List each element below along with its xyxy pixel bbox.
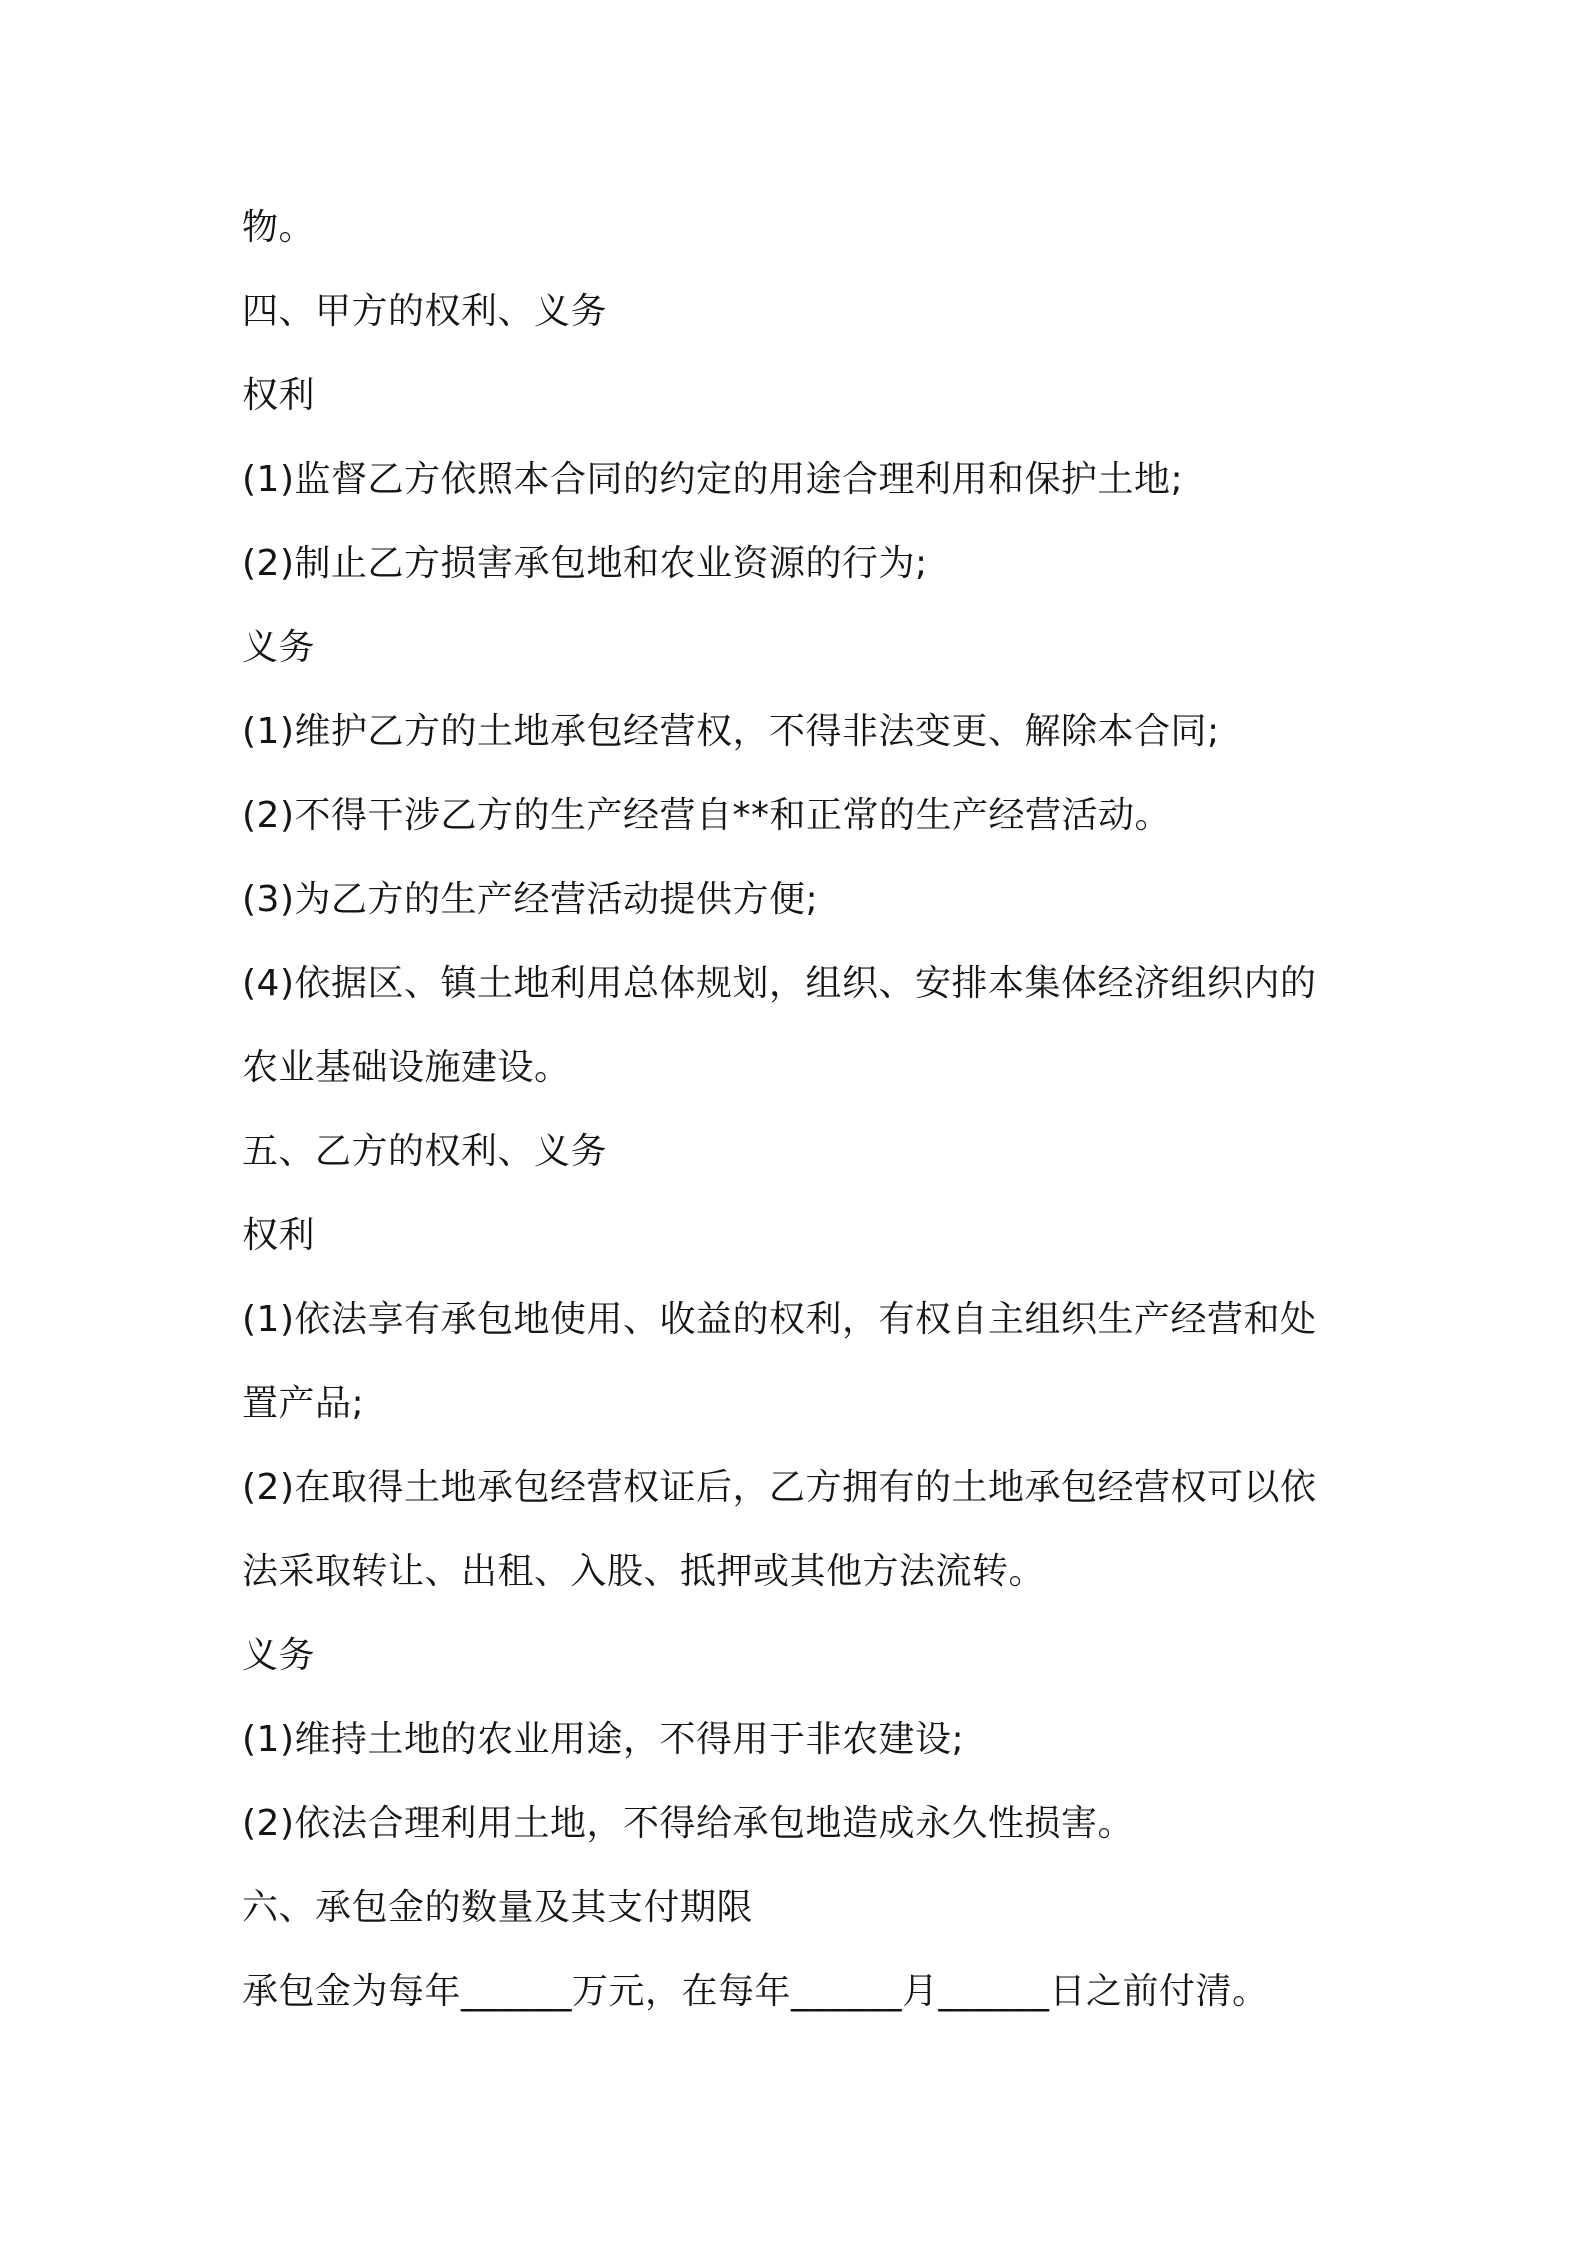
text-line: (3)为乙方的生产经营活动提供方便; [242,879,819,920]
text-line: (2)制止乙方损害承包地和农业资源的行为; [242,543,928,584]
section-heading-5: 五、乙方的权利、义务 [242,1131,608,1172]
text-line: (1)维持土地的农业用途，不得用于非农建设; [242,1719,965,1760]
text-line: (4)依据区、镇土地利用总体规划，组织、安排本集体经济组织内的 [242,963,1317,1004]
text-line-payment-terms: 承包金为每年______万元，在每年______月______日之前付清。 [242,1971,1269,2012]
subheading-obligations: 义务 [242,627,316,668]
subheading-rights: 权利 [242,1215,316,1256]
subheading-rights: 权利 [242,375,316,416]
subheading-obligations: 义务 [242,1635,316,1676]
text-line: 置产品; [242,1383,365,1424]
text-line: 法采取转让、出租、入股、抵押或其他方法流转。 [242,1551,1046,1592]
section-heading-4: 四、甲方的权利、义务 [242,291,608,332]
text-line: (2)依法合理利用土地，不得给承包地造成永久性损害。 [242,1803,1134,1844]
text-line-continuation: 物。 [242,207,316,248]
section-heading-6: 六、承包金的数量及其支付期限 [242,1887,754,1928]
text-line: (1)维护乙方的土地承包经营权，不得非法变更、解除本合同; [242,711,1220,752]
text-line: 农业基础设施建设。 [242,1047,571,1088]
text-line: (2)不得干涉乙方的生产经营自**和正常的生产经营活动。 [242,795,1171,836]
text-line: (1)依法享有承包地使用、收益的权利，有权自主组织生产经营和处 [242,1299,1317,1340]
text-line: (1)监督乙方依照本合同的约定的用途合理利用和保护土地; [242,459,1184,500]
text-line: (2)在取得土地承包经营权证后，乙方拥有的土地承包经营权可以依 [242,1467,1317,1508]
